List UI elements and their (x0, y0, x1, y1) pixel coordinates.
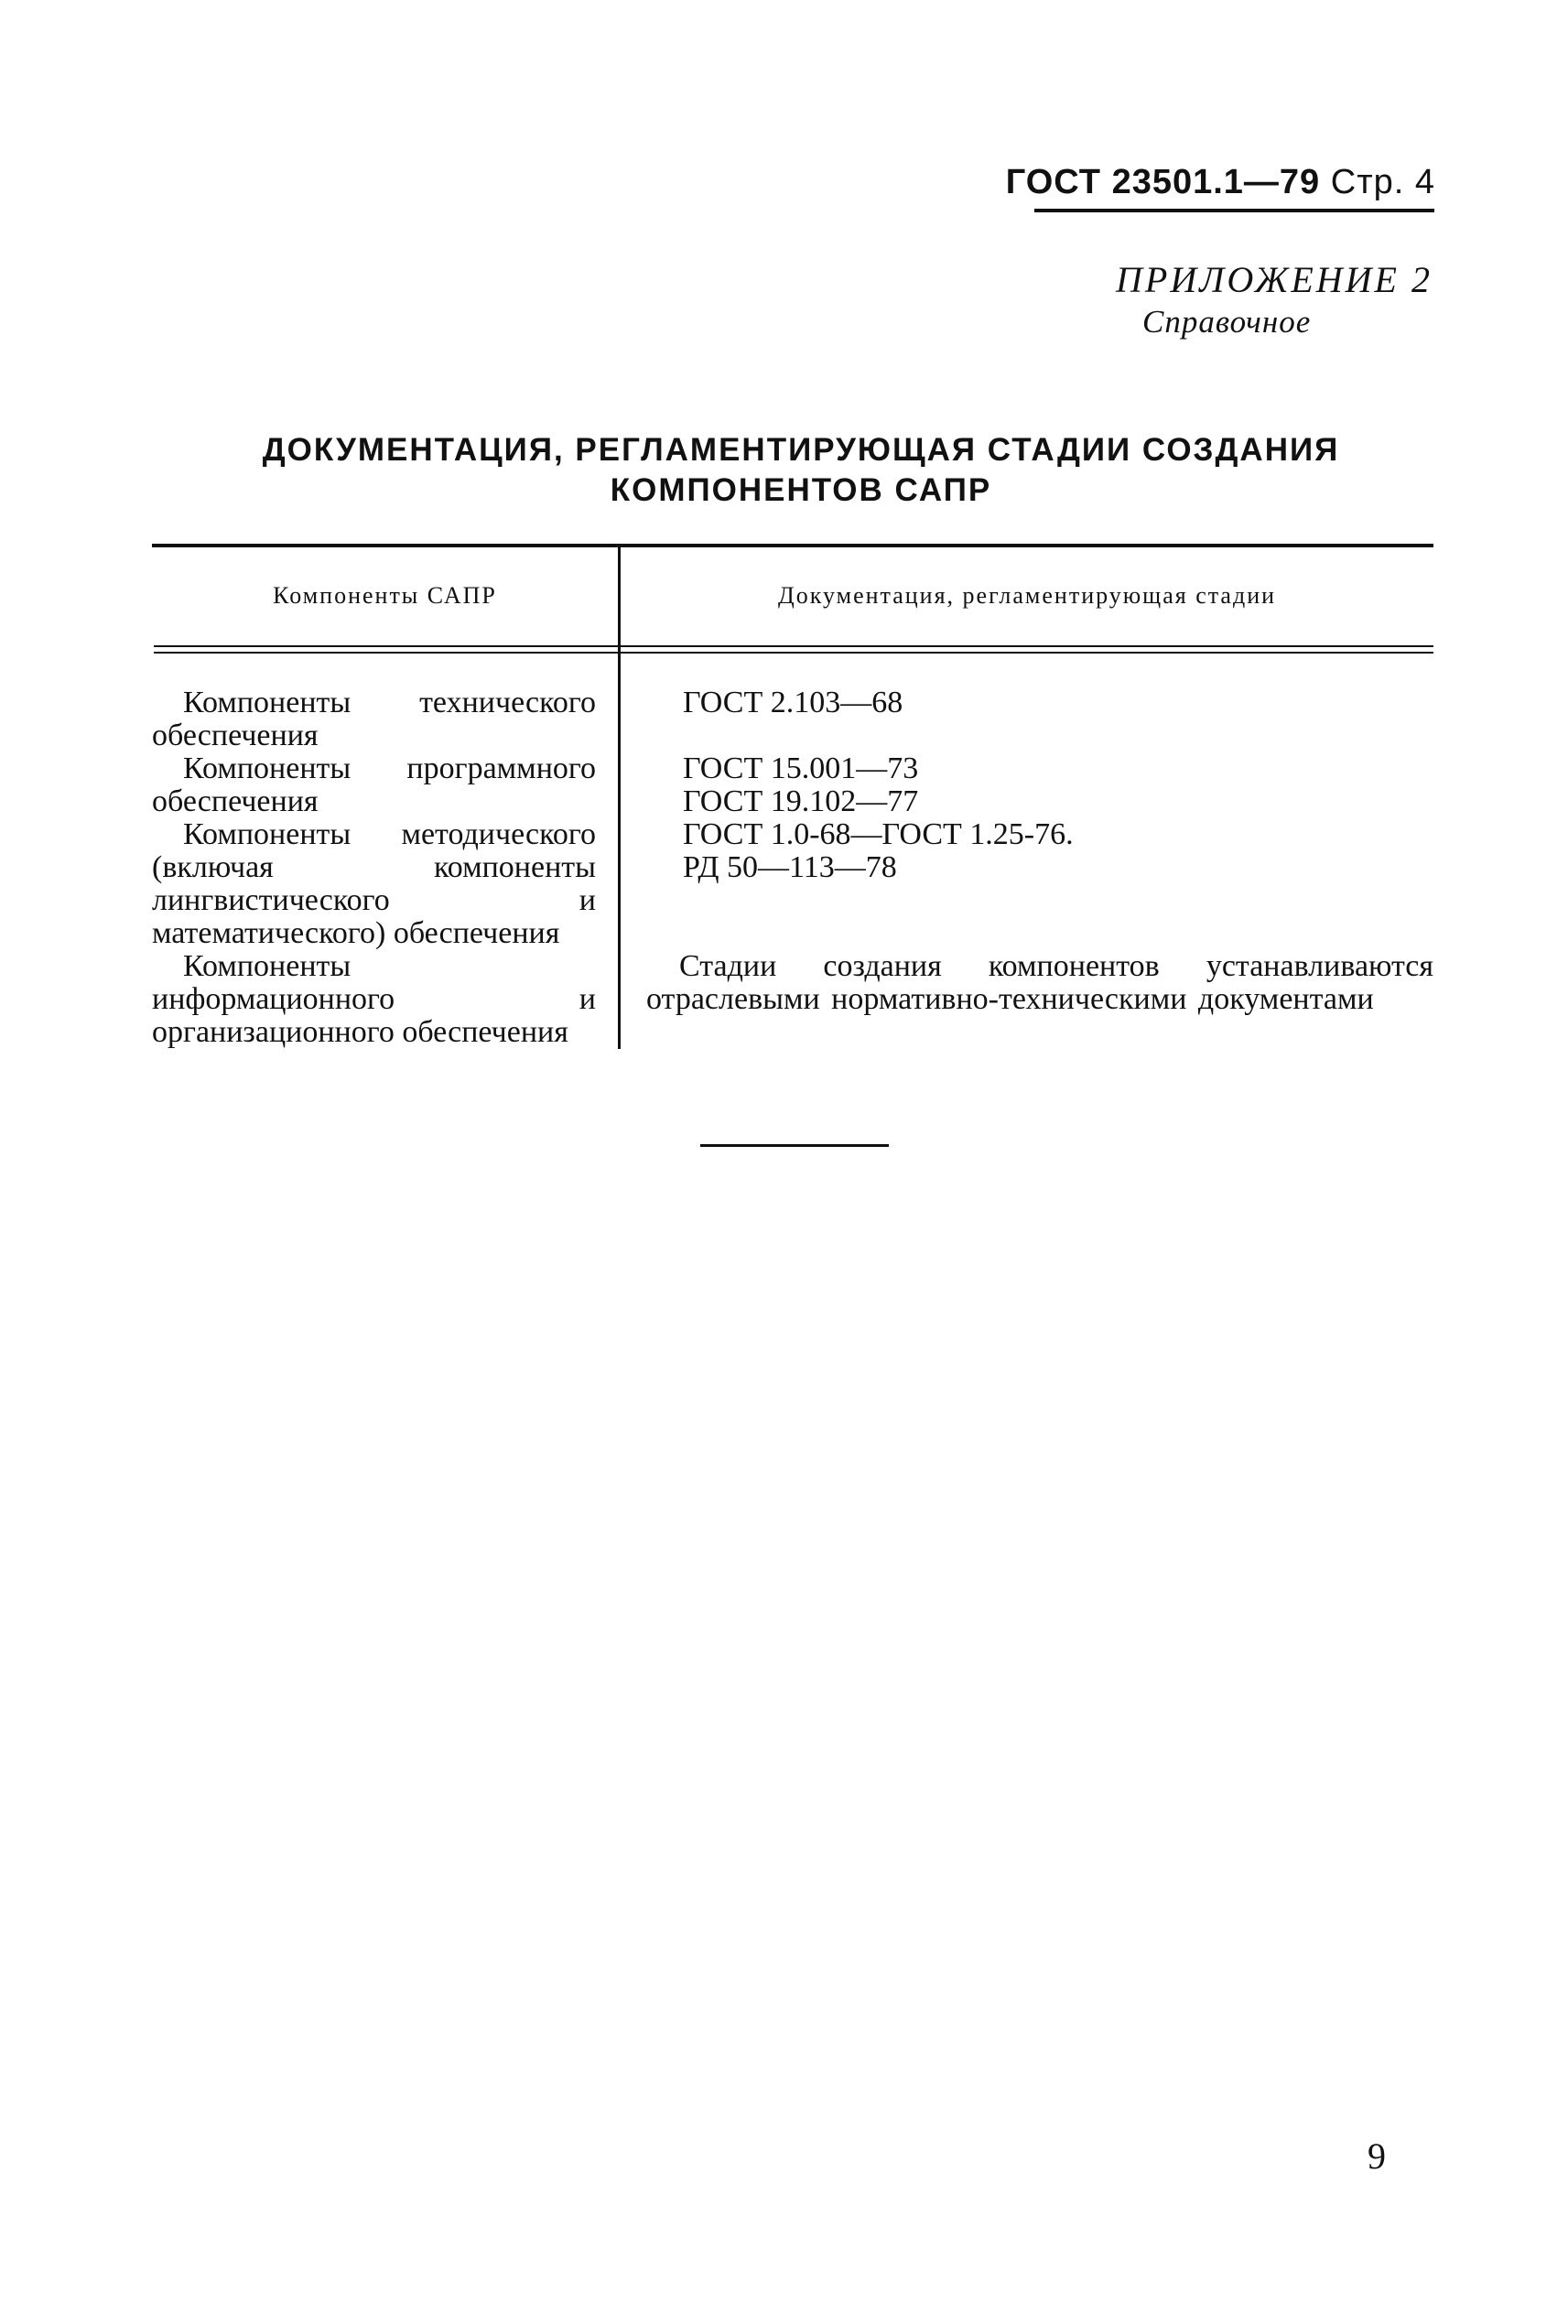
table-row-documentation (646, 818, 1433, 884)
components-column (152, 686, 596, 1049)
end-rule (700, 1144, 889, 1147)
document-reference (1006, 163, 1435, 202)
gost-reference: ГОСТ 1.0-68—ГОСТ 1.25-76. (683, 817, 1074, 851)
column-header-documentation: Документация, регламентирующая стадии (777, 582, 1277, 609)
gost-number: ГОСТ 23501.1—79 (1005, 163, 1321, 201)
table-top-rule (152, 544, 1433, 547)
appendix-type: Справочное (1142, 304, 1312, 340)
appendix-label: ПРИЛОЖЕНИЕ 2 (1116, 259, 1433, 300)
table-column-divider (618, 547, 621, 1049)
gost-reference: ГОСТ 15.001—73 (683, 751, 919, 785)
title-line-2: КОМПОНЕНТОВ САПР (610, 472, 992, 508)
header-double-rule-lower (154, 652, 1433, 654)
gost-reference: ГОСТ 19.102—77 (683, 784, 919, 818)
column-header-components: Компоненты САПР (273, 582, 497, 609)
table-row-component: Компоненты методического (включая компоненты лингвистического и математического) обеспечения (152, 817, 596, 950)
title-line-1: ДОКУМЕНТАЦИЯ, РЕГЛАМЕНТИРУЮЩАЯ СТАДИИ СОЗДАНИЯ (262, 432, 1340, 468)
documentation-note: Стадии создания компонентов устанавливаются отраслевыми нормативно-техническими документами (646, 949, 1433, 1016)
header-underline (1034, 209, 1434, 212)
table-row-documentation (646, 752, 1433, 818)
table-row-component: Компоненты программного обеспечения (152, 751, 596, 818)
header-double-rule-upper (154, 645, 1433, 647)
page-label: Стр. 4 (1330, 163, 1435, 201)
gost-reference: ГОСТ 2.103—68 (683, 686, 903, 719)
table-row-component: Компоненты информационного и организационного обеспечения (152, 949, 596, 1049)
table-row-component: Компоненты технического обеспечения (152, 686, 596, 752)
document-title (146, 430, 1455, 511)
gost-reference: РД 50—113—78 (683, 850, 897, 884)
table-row-documentation (646, 686, 1433, 719)
page-number: 9 (1368, 2135, 1386, 2177)
